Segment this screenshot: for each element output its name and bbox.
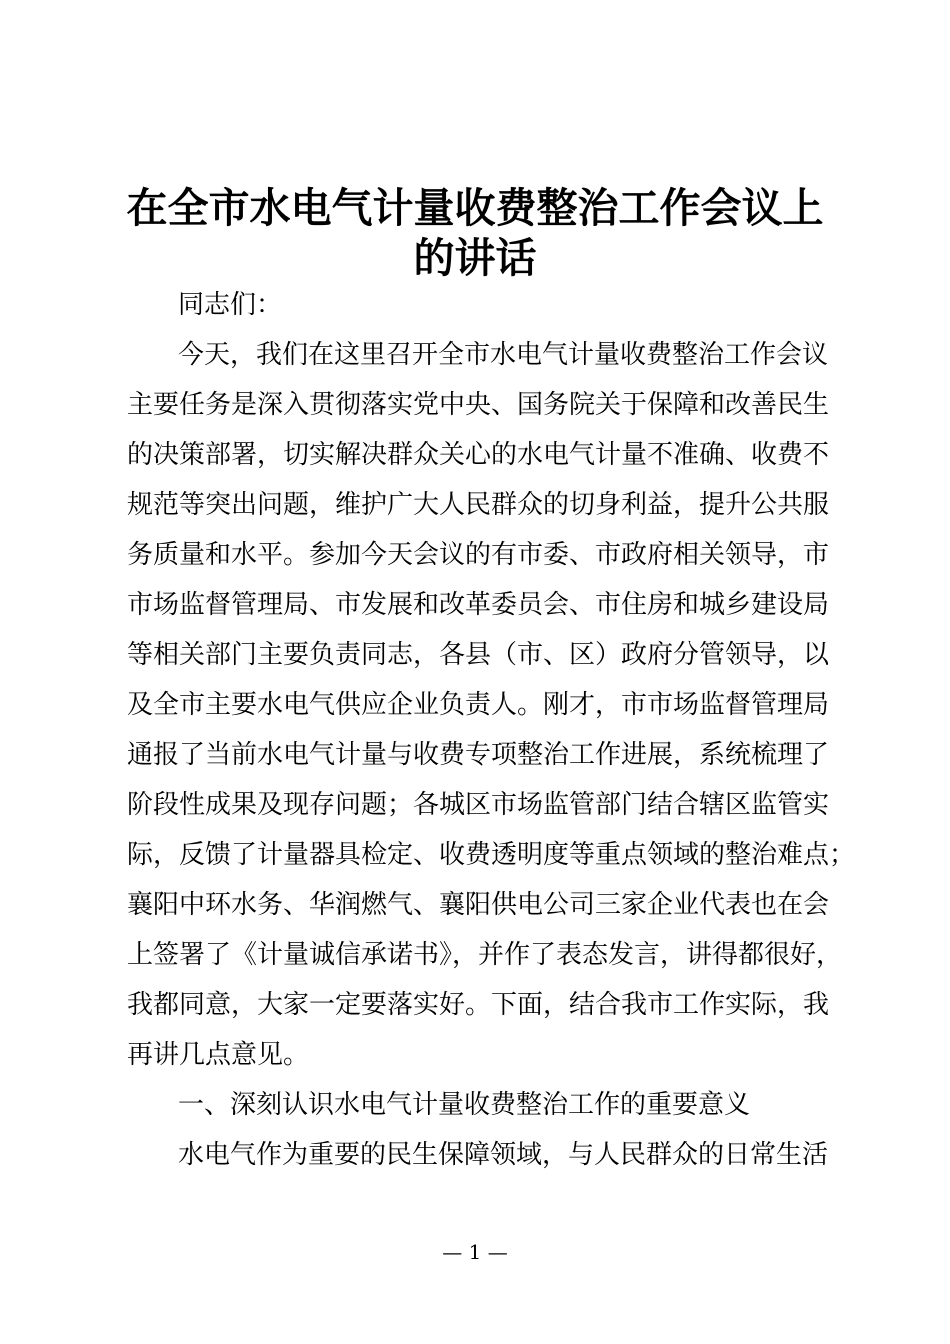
paragraph-line: 务质量和水平。参加今天会议的有市委、市政府相关领导，市: [127, 540, 830, 570]
paragraph-line: 上签署了《计量诚信承诺书》，并作了表态发言，讲得都很好，: [127, 940, 843, 970]
section-heading: 一、深刻认识水电气计量收费整治工作的重要意义: [178, 1090, 751, 1120]
paragraph-line: 再讲几点意见。: [127, 1040, 310, 1070]
paragraph-line: 主要任务是深入贯彻落实党中央、国务院关于保障和改善民生: [127, 390, 830, 420]
paragraph-line: 阶段性成果及现存问题；各城区市场监管部门结合辖区监管实: [127, 790, 830, 820]
paragraph-line: 通报了当前水电气计量与收费专项整治工作进展，系统梳理了: [127, 740, 830, 770]
paragraph-line: 等相关部门主要负责同志，各县（市、区）政府分管领导，以: [127, 640, 830, 670]
paragraph-line: 规范等突出问题，维护广大人民群众的切身利益，提升公共服: [127, 490, 830, 520]
paragraph-line: 的决策部署，切实解决群众关心的水电气计量不准确、收费不: [127, 440, 830, 470]
paragraph-line: 今天，我们在这里召开全市水电气计量收费整治工作会议: [178, 340, 829, 370]
paragraph-line: 我都同意，大家一定要落实好。下面，结合我市工作实际，我: [127, 990, 830, 1020]
paragraph-line: 市场监督管理局、市发展和改革委员会、市住房和城乡建设局: [127, 590, 830, 620]
page-number: — 1 —: [442, 1240, 508, 1264]
paragraph-line: 际，反馈了计量器具检定、收费透明度等重点领域的整治难点；: [127, 840, 856, 870]
paragraph-line: 襄阳中环水务、华润燃气、襄阳供电公司三家企业代表也在会: [127, 890, 830, 920]
document-title-line-1: 在全市水电气计量收费整治工作会议上: [126, 184, 824, 232]
paragraph-line: 水电气作为重要的民生保障领域，与人民群众的日常生活: [178, 1140, 829, 1170]
salutation: 同志们：: [178, 290, 283, 320]
paragraph-line: 及全市主要水电气供应企业负责人。刚才，市市场监督管理局: [127, 690, 830, 720]
document-title-line-2: 的讲话: [413, 234, 537, 282]
